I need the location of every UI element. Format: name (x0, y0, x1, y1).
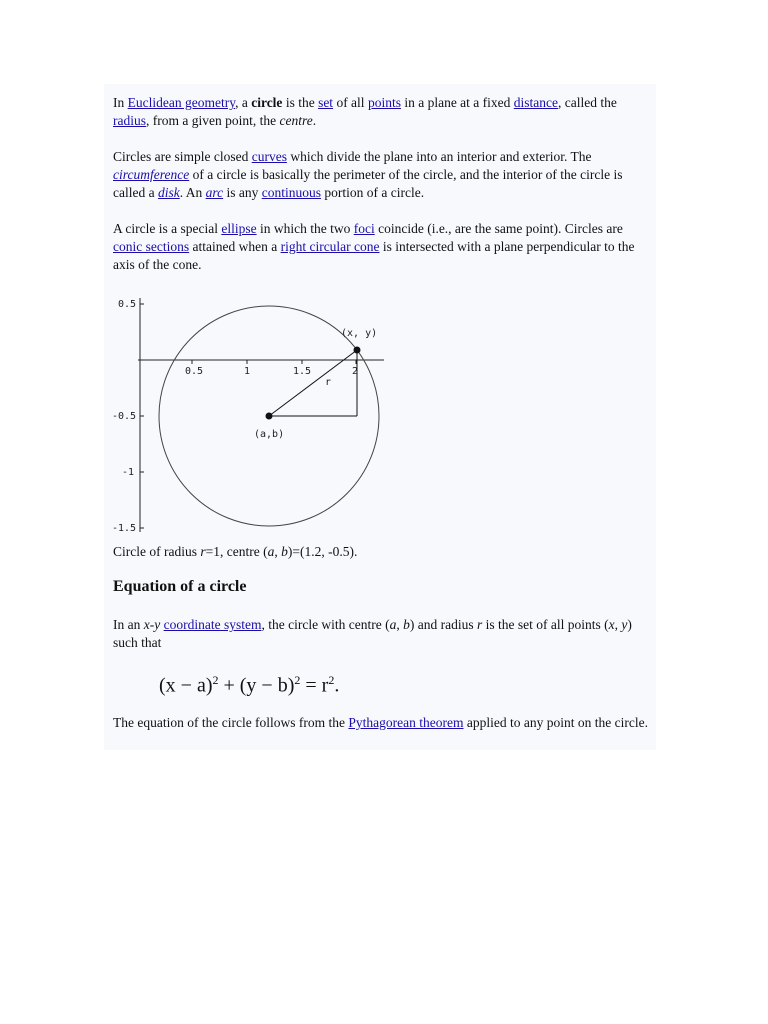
text: , (274, 544, 282, 559)
text: The equation of the circle follows from the (113, 715, 349, 730)
link-right-circular-cone[interactable]: right circular cone (280, 239, 380, 254)
eq-operator: + (218, 674, 240, 697)
centre-label: (a,b) (254, 429, 285, 440)
italic-xy: x-y (143, 617, 161, 632)
text: Circles are simple closed (113, 149, 252, 164)
circle-figure (112, 290, 402, 542)
article-content (104, 84, 656, 750)
text: portion of a circle. (321, 185, 425, 200)
text: =1, centre ( (205, 544, 268, 559)
italic-x: x (608, 617, 615, 632)
x-tick-label: 1.5 (293, 366, 312, 377)
text: coincide (i.e., are the same point). Circles are (374, 221, 623, 236)
paragraph-curves (113, 148, 653, 202)
figure-caption (113, 543, 357, 561)
link-circumference[interactable]: circumference (113, 167, 190, 182)
link-disk[interactable]: disk (157, 185, 180, 200)
italic-r: r (477, 617, 483, 632)
link-euclidean-geometry[interactable]: Euclidean geometry (127, 95, 236, 110)
italic-r: r (200, 544, 206, 559)
link-coordinate-system[interactable]: coordinate system (163, 617, 262, 632)
text: in a plane at a fixed (400, 95, 514, 110)
link-arc[interactable]: arc (205, 185, 224, 200)
bold-circle: circle (251, 95, 283, 110)
point-label: (x, y) (341, 328, 378, 339)
italic-a: a (389, 617, 397, 632)
text: , a (235, 95, 252, 110)
text: of a circle is basically the perimeter of the circle, and the interior of the circle is called a (113, 167, 623, 200)
link-conic-sections[interactable]: conic sections (113, 239, 190, 254)
italic-a: a (267, 544, 275, 559)
eq-rhs: = r (300, 674, 329, 697)
text: . (312, 113, 317, 128)
text: )=(1.2, -0.5). (287, 544, 358, 559)
paragraph-pythagorean (113, 714, 653, 732)
eq-term: (x − a) (159, 674, 213, 697)
link-curves[interactable]: curves (251, 149, 287, 164)
link-points[interactable]: points (367, 95, 401, 110)
text: , (614, 617, 622, 632)
x-tick-label: 1 (244, 366, 251, 377)
text: In an (113, 617, 144, 632)
paragraph-coordinates (113, 616, 653, 652)
link-ellipse[interactable]: ellipse (221, 221, 257, 236)
y-tick-label: -0.5 (112, 411, 137, 422)
link-set[interactable]: set (318, 95, 334, 110)
y-tick-label: 0.5 (118, 299, 137, 310)
eq-exponent: 2 (328, 673, 335, 687)
text: ) such that (113, 617, 632, 650)
italic-y: y (621, 617, 628, 632)
text: applied to any point on the circle. (463, 715, 648, 730)
italic-b: b (403, 617, 410, 632)
circle-point (354, 347, 361, 354)
text: . An (179, 185, 206, 200)
text: , (396, 617, 404, 632)
eq-exponent: 2 (294, 673, 301, 687)
x-tick-label: 0.5 (185, 366, 204, 377)
section-heading: Equation of a circle (113, 578, 247, 595)
text: in which the two (256, 221, 354, 236)
link-radius[interactable]: radius (113, 113, 146, 128)
text: A circle is a special (113, 221, 222, 236)
paragraph-definition (113, 94, 653, 130)
radius-label: r (325, 377, 332, 388)
italic-centre: centre (279, 113, 313, 128)
text: of all (333, 95, 368, 110)
text: is any (223, 185, 262, 200)
centre-point (266, 413, 273, 420)
eq-end: . (334, 674, 340, 697)
link-foci[interactable]: foci (353, 221, 375, 236)
eq-exponent: 2 (212, 673, 219, 687)
y-tick-label: -1 (122, 467, 135, 478)
text: attained when a (189, 239, 281, 254)
link-continuous[interactable]: continuous (261, 185, 321, 200)
y-tick-label: -1.5 (112, 523, 137, 534)
text: , the circle with centre ( (261, 617, 390, 632)
text: Circle of radius (113, 544, 201, 559)
text: is intersected with a plane perpendicular to the axis of the cone. (113, 239, 635, 272)
text: is the (282, 95, 319, 110)
x-tick-label: 2 (352, 366, 359, 377)
link-pythagorean-theorem[interactable]: Pythagorean theorem (348, 715, 464, 730)
circle-equation (159, 668, 339, 698)
text: is the set of all points ( (482, 617, 609, 632)
eq-term: (y − b) (239, 674, 295, 697)
text: ) and radius (409, 617, 478, 632)
text: In (113, 95, 128, 110)
link-distance[interactable]: distance (513, 95, 559, 110)
text: which divide the plane into an interior and exterior. The (286, 149, 592, 164)
italic-b: b (281, 544, 288, 559)
text: , called the (558, 95, 617, 110)
text: , from a given point, the (146, 113, 280, 128)
paragraph-ellipse (113, 220, 653, 274)
